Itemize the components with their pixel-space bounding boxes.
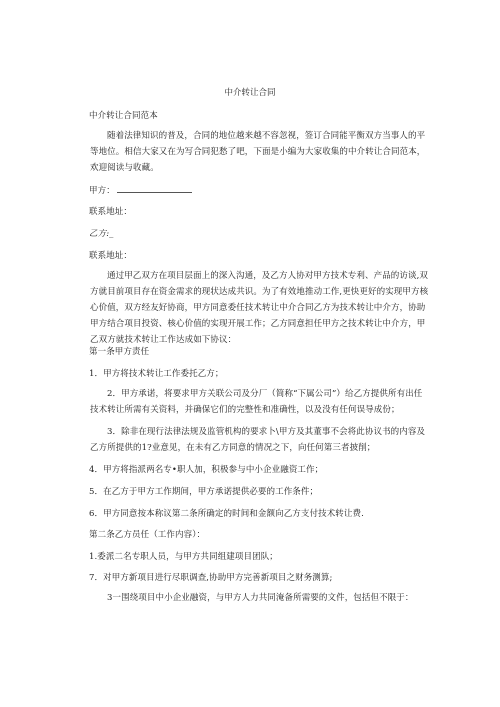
party-a-row xyxy=(89,183,429,199)
article1-item-6: 6．甲方同意按本称议第二条所确定的时间和金额向乙方支付技术转让费. xyxy=(89,509,364,519)
party-b-label: 乙方:_ xyxy=(89,229,114,239)
article2-heading: 第二条乙方员任（工作内容）： xyxy=(89,530,206,540)
article1-item-4: 4．甲方将指派两名专•职人加，积极参与中小企业融资工作； xyxy=(89,465,324,475)
party-b-contact: 联系地址： xyxy=(89,251,133,261)
party-a-label: 甲方： xyxy=(89,186,115,196)
article1-item-3: 3．除非在现行法律法规及监管机构的要求卜\甲方及其董事不会将此协议书的内容及乙方所提供的1?业意见，在未有乙方同意的情况之下，向任何第三者披削； xyxy=(90,427,426,453)
intro-paragraph: 随着法律知识的普及，合同的地位越来越不容忽视，签订合同能平衡双方当事人的平等地位。相信大家又在为写合同犯愁了吧，下面是小编为大家收集的中介转让合同范本，欢迎阅读与收藏。 xyxy=(90,131,426,173)
article1-item-5: 5．在乙方于甲方工作期间，甲方承诺提供必要的工作条件； xyxy=(89,487,319,497)
article1-item-1: 1．甲方将技术转让工作委托乙方； xyxy=(89,369,224,379)
article2-item-1: 1.委派二名专职人员，与甲方共同组建项目团队； xyxy=(89,552,278,562)
party-a-blank-line xyxy=(117,183,192,193)
party-a-contact: 联系地址： xyxy=(89,207,133,217)
document-title: 中介转让合同 xyxy=(224,88,276,98)
article1-item-2: 2．甲方承诺，将要求甲方关联公司及分厂（简称“下属公司”）给乙方提供所有出任技术转让所需有关资料，并确保它们的完整性和准确性，以及没有任何误导成份； xyxy=(90,389,423,415)
article2-item-2: 7．对甲方新项目进行尽职调查,协助甲方完善新项目之财务测算; xyxy=(89,573,333,583)
article1-heading: 第一条甲方责任 xyxy=(89,347,150,357)
article2-item-3: 3一围绕项目中小企业融资，与甲方人力共同淹备所需要的文件，包括但不限于： xyxy=(107,593,414,603)
preamble-paragraph: 通过甲乙双方在项目层面上的深入沟通，及乙方人协对甲方技术专利、产品的访谈,双方就目前项目存在资金需求的现状达成共识。为了有效地推动工作,更快更好的实现甲方核心价值，双方经友好协商，甲方同意委任技术转让中介合同乙方为技术转让中介方，协助甲方结合项目投资、核心价值的实现开展工作；乙方同意担任甲方之技术转让中介方，甲乙双方就技术转让工作达成如下协议： xyxy=(90,271,429,345)
document-subtitle: 中介转让合同范本 xyxy=(89,111,158,121)
